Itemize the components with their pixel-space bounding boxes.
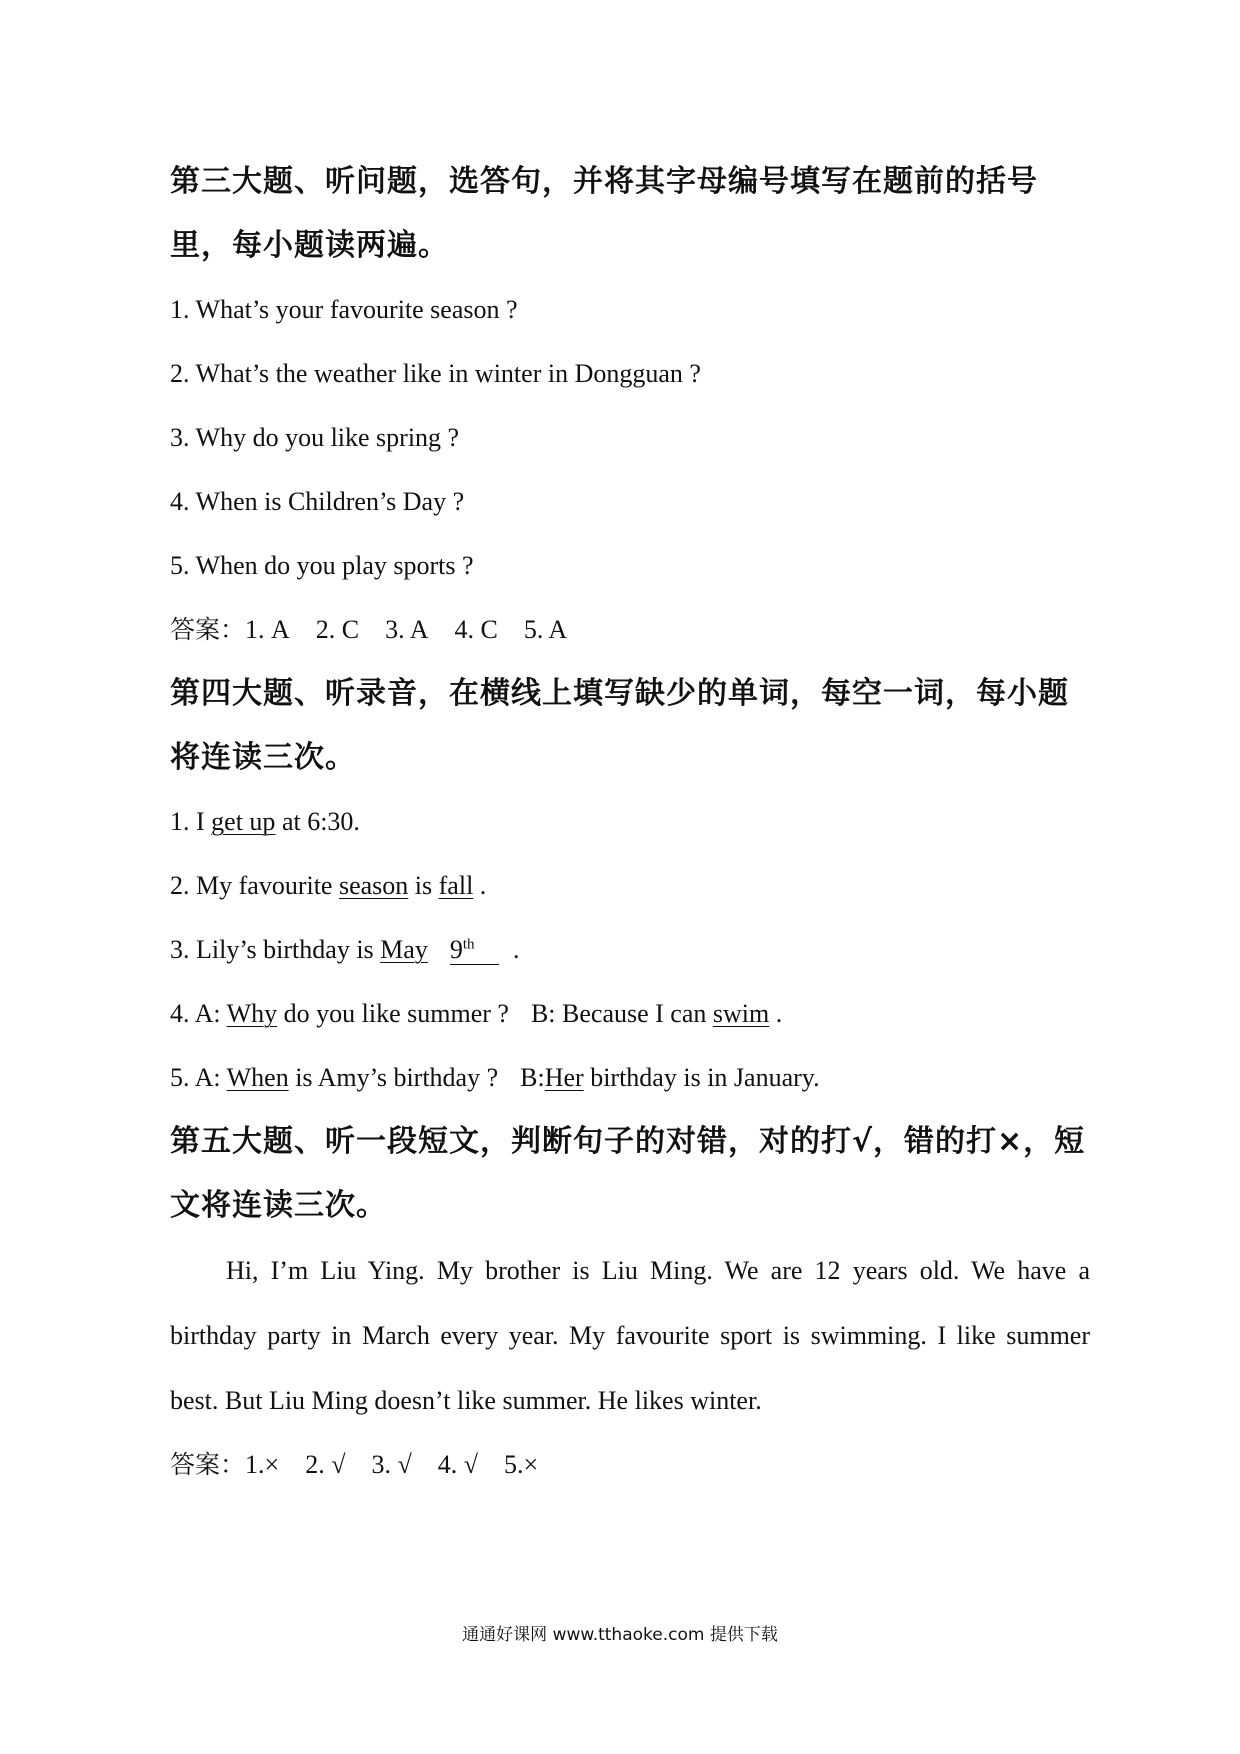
section3-answer-1: 1. A — [245, 615, 290, 644]
section3-heading: 第三大题、听问题，选答句，并将其字母编号填写在题前的括号里，每小题读两遍。 — [170, 164, 1038, 263]
section5-answer-2: 2. √ — [305, 1450, 346, 1479]
section3-question-5: 5. When do you play sports ? — [170, 551, 474, 580]
section4-item-3 — [170, 918, 1090, 982]
section5-answer-4: 4. √ — [437, 1450, 479, 1479]
section3-answer-3: 3. A — [385, 615, 429, 644]
section4-item-4-blank-2: swim — [712, 999, 770, 1028]
section4-item-5-question: is Amy’s birthday ? — [288, 1063, 499, 1092]
section4-item-5-blank-1: When — [226, 1063, 289, 1092]
section3-question-3: 3. Why do you like spring ? — [170, 423, 460, 452]
section4-item-4-question: do you like summer ? — [277, 999, 509, 1028]
section4-item-2 — [170, 854, 1090, 918]
section3-answer-2: 2. C — [315, 615, 360, 644]
section4-item-5-suffix: birthday is in January. — [583, 1063, 820, 1092]
section5-heading: 第五大题、听一段短文，判断句子的对错，对的打√，错的打×，短文将连读三次。 — [170, 1124, 1086, 1223]
section5-answer-5: 5.× — [504, 1450, 539, 1479]
section3-question-2: 2. What’s the weather like in winter in Dongguan ? — [170, 359, 701, 388]
section3-answer-5: 5. A — [523, 615, 568, 644]
section4-item-5-response-prefix: B: — [520, 1063, 545, 1092]
section4-item-1 — [170, 790, 1090, 854]
section4-item-2-blank-1: season — [338, 871, 409, 900]
section4-item-3-blank-2 — [450, 936, 499, 965]
section4-item-4 — [170, 982, 1090, 1046]
section4-item-2-blank-2: fall — [438, 871, 474, 900]
section4-item-5 — [170, 1046, 1090, 1110]
section3-answer-prefix: 答案： — [170, 615, 246, 644]
section5-answer-1: 1.× — [245, 1450, 280, 1479]
document-page — [170, 150, 1090, 1497]
section4-item-3-blank-1: May — [380, 935, 428, 964]
section4-item-4-blank-1: Why — [226, 999, 278, 1028]
section3-question-1: 1. What’s your favourite season ? — [170, 295, 518, 324]
section5-answer-3: 3. √ — [371, 1450, 412, 1479]
section4-item-3-blank-2-number: 9 — [449, 935, 463, 964]
section5-answer-line — [170, 1433, 1090, 1497]
section4-item-2-middle: is — [408, 871, 439, 900]
section3-answer-4: 4. C — [454, 615, 498, 644]
section4-item-3-blank-2-suffix: th — [462, 936, 475, 953]
section3-answer-line — [170, 598, 1090, 662]
section4-item-1-suffix: at 6:30. — [275, 807, 360, 836]
section5-answer-prefix: 答案： — [170, 1450, 246, 1479]
section4-item-4-suffix: . — [769, 999, 783, 1028]
page-footer: 通通好课网 www.tthaoke.com 提供下载 — [462, 1625, 778, 1645]
section4-item-1-blank: get up — [211, 807, 276, 836]
section4-item-5-blank-2: Her — [544, 1063, 584, 1092]
section4-item-5-prefix: 5. A: — [170, 1063, 227, 1092]
section4-item-3-suffix: . — [506, 935, 520, 964]
section4-item-1-prefix: 1. I — [170, 807, 212, 836]
section4-item-3-prefix: 3. Lily’s birthday is — [170, 935, 381, 964]
section4-item-2-prefix: 2. My favourite — [170, 871, 339, 900]
section5-passage: Hi, I’m Liu Ying. My brother is Liu Ming. We are 12 years old. We have a birthday party in March every year. My favourite sport is swimming. I like summer best. But Liu Ming doesn’t like summer. He likes winter. — [170, 1256, 1090, 1415]
section3-question-4: 4. When is Children’s Day ? — [170, 487, 465, 516]
section4-item-2-suffix: . — [473, 871, 487, 900]
section4-item-4-prefix: 4. A: — [170, 999, 227, 1028]
section4-item-4-response-prefix: B: Because I can — [530, 999, 713, 1028]
section4-heading: 第四大题、听录音，在横线上填写缺少的单词，每空一词，每小题将连读三次。 — [170, 676, 1069, 775]
